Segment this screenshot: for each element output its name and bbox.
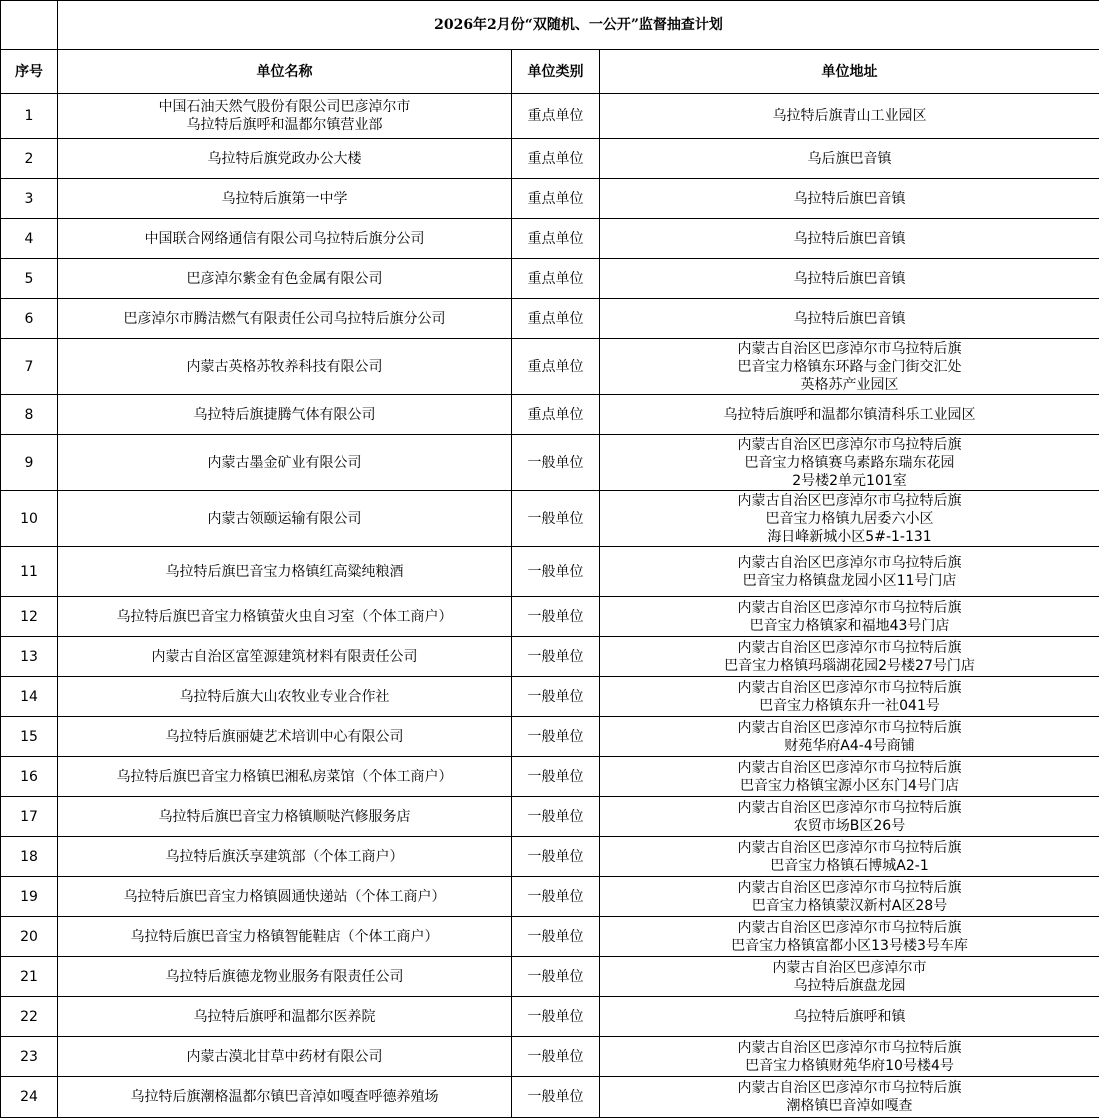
row-unit-name: 乌拉特后旗沃享建筑部（个体工商户） xyxy=(58,837,512,877)
header-unit-address: 单位地址 xyxy=(600,50,1099,94)
row-unit-type: 重点单位 xyxy=(512,259,600,299)
row-index: 7 xyxy=(1,339,58,395)
row-unit-address: 内蒙古自治区巴彦淖尔市乌拉特后旗 潮格镇巴音淖如嘎查 xyxy=(600,1077,1099,1118)
title-row xyxy=(1,1,1099,50)
row-unit-address: 乌拉特后旗呼和镇 xyxy=(600,997,1099,1037)
row-unit-address: 内蒙古自治区巴彦淖尔市乌拉特后旗 巴音宝力格镇东升一社041号 xyxy=(600,677,1099,717)
row-unit-address: 内蒙古自治区巴彦淖尔市乌拉特后旗 巴音宝力格镇九居委六小区 海日峰新城小区5#-1-131 xyxy=(600,491,1099,547)
row-index: 8 xyxy=(1,395,58,435)
table-row xyxy=(1,395,1099,435)
row-unit-address: 乌后旗巴音镇 xyxy=(600,139,1099,179)
table-row xyxy=(1,491,1099,547)
row-index: 18 xyxy=(1,837,58,877)
row-unit-type: 重点单位 xyxy=(512,219,600,259)
row-unit-type: 一般单位 xyxy=(512,597,600,637)
row-unit-type: 一般单位 xyxy=(512,757,600,797)
row-unit-address: 内蒙古自治区巴彦淖尔市乌拉特后旗 巴音宝力格镇东环路与金门街交汇处 英格苏产业园区 xyxy=(600,339,1099,395)
table-row xyxy=(1,597,1099,637)
row-index: 20 xyxy=(1,917,58,957)
row-unit-name: 乌拉特后旗巴音宝力格镇圆通快递站（个体工商户） xyxy=(58,877,512,917)
row-unit-address: 内蒙古自治区巴彦淖尔市乌拉特后旗 巴音宝力格镇玛瑙湖花园2号楼27号门店 xyxy=(600,637,1099,677)
row-unit-name: 巴彦淖尔市腾洁燃气有限责任公司乌拉特后旗分公司 xyxy=(58,299,512,339)
table-row xyxy=(1,757,1099,797)
row-unit-address: 乌拉特后旗巴音镇 xyxy=(600,179,1099,219)
table-row xyxy=(1,957,1099,997)
row-unit-name: 内蒙古自治区富笙源建筑材料有限责任公司 xyxy=(58,637,512,677)
row-unit-type: 一般单位 xyxy=(512,637,600,677)
table-row xyxy=(1,435,1099,491)
row-index: 12 xyxy=(1,597,58,637)
row-unit-name: 乌拉特后旗第一中学 xyxy=(58,179,512,219)
row-unit-type: 重点单位 xyxy=(512,139,600,179)
row-unit-name: 乌拉特后旗党政办公大楼 xyxy=(58,139,512,179)
header-row xyxy=(1,50,1099,94)
table-row xyxy=(1,797,1099,837)
table-row xyxy=(1,717,1099,757)
row-unit-address: 内蒙古自治区巴彦淖尔市乌拉特后旗 巴音宝力格镇富都小区13号楼3号车库 xyxy=(600,917,1099,957)
row-unit-name: 乌拉特后旗巴音宝力格镇智能鞋店（个体工商户） xyxy=(58,917,512,957)
row-unit-address: 内蒙古自治区巴彦淖尔市乌拉特后旗 巴音宝力格镇盘龙园小区11号门店 xyxy=(600,547,1099,597)
row-unit-type: 一般单位 xyxy=(512,917,600,957)
row-unit-name: 内蒙古领颐运输有限公司 xyxy=(58,491,512,547)
row-unit-type: 一般单位 xyxy=(512,1077,600,1118)
row-unit-name: 乌拉特后旗巴音宝力格镇萤火虫自习室（个体工商户） xyxy=(58,597,512,637)
row-unit-name: 内蒙古墨金矿业有限公司 xyxy=(58,435,512,491)
row-unit-name: 中国石油天然气股份有限公司巴彦淖尔市 乌拉特后旗呼和温都尔镇营业部 xyxy=(58,94,512,139)
row-unit-type: 重点单位 xyxy=(512,339,600,395)
row-unit-type: 一般单位 xyxy=(512,491,600,547)
row-index: 23 xyxy=(1,1037,58,1077)
row-unit-name: 乌拉特后旗大山农牧业专业合作社 xyxy=(58,677,512,717)
row-unit-type: 一般单位 xyxy=(512,837,600,877)
table-row xyxy=(1,299,1099,339)
row-unit-name: 乌拉特后旗巴音宝力格镇红高粱纯粮酒 xyxy=(58,547,512,597)
table-row xyxy=(1,997,1099,1037)
row-unit-type: 重点单位 xyxy=(512,299,600,339)
row-unit-name: 乌拉特后旗潮格温都尔镇巴音淖如嘎查呼德养殖场 xyxy=(58,1077,512,1118)
row-unit-type: 一般单位 xyxy=(512,435,600,491)
row-unit-name: 中国联合网络通信有限公司乌拉特后旗分公司 xyxy=(58,219,512,259)
row-index: 10 xyxy=(1,491,58,547)
row-index: 19 xyxy=(1,877,58,917)
row-unit-name: 乌拉特后旗巴音宝力格镇顺哒汽修服务店 xyxy=(58,797,512,837)
row-index: 9 xyxy=(1,435,58,491)
row-unit-address: 内蒙古自治区巴彦淖尔市乌拉特后旗 农贸市场B区26号 xyxy=(600,797,1099,837)
row-unit-type: 一般单位 xyxy=(512,957,600,997)
table-row xyxy=(1,179,1099,219)
table-row xyxy=(1,837,1099,877)
row-unit-address: 内蒙古自治区巴彦淖尔市乌拉特后旗 巴音宝力格镇家和福地43号门店 xyxy=(600,597,1099,637)
row-unit-address: 内蒙古自治区巴彦淖尔市乌拉特后旗 巴音宝力格镇宝源小区东门4号门店 xyxy=(600,757,1099,797)
row-unit-address: 内蒙古自治区巴彦淖尔市乌拉特后旗 巴音宝力格镇赛乌素路东瑞东花园 2号楼2单元101室 xyxy=(600,435,1099,491)
table-row xyxy=(1,339,1099,395)
row-unit-type: 一般单位 xyxy=(512,717,600,757)
row-unit-type: 重点单位 xyxy=(512,395,600,435)
table-row xyxy=(1,677,1099,717)
table-row xyxy=(1,877,1099,917)
row-index: 4 xyxy=(1,219,58,259)
row-index: 6 xyxy=(1,299,58,339)
title-corner-cell xyxy=(1,1,58,50)
row-unit-name: 内蒙古漠北甘草中药材有限公司 xyxy=(58,1037,512,1077)
row-unit-name: 乌拉特后旗呼和温都尔医养院 xyxy=(58,997,512,1037)
row-unit-type: 重点单位 xyxy=(512,179,600,219)
row-unit-address: 乌拉特后旗青山工业园区 xyxy=(600,94,1099,139)
table-row xyxy=(1,219,1099,259)
row-unit-name: 乌拉特后旗丽婕艺术培训中心有限公司 xyxy=(58,717,512,757)
row-unit-name: 乌拉特后旗巴音宝力格镇巴湘私房菜馆（个体工商户） xyxy=(58,757,512,797)
row-unit-type: 重点单位 xyxy=(512,94,600,139)
row-unit-name: 内蒙古英格苏牧养科技有限公司 xyxy=(58,339,512,395)
row-unit-address: 乌拉特后旗巴音镇 xyxy=(600,259,1099,299)
row-index: 3 xyxy=(1,179,58,219)
row-index: 21 xyxy=(1,957,58,997)
table-row xyxy=(1,94,1099,139)
table-row xyxy=(1,1037,1099,1077)
row-unit-address: 乌拉特后旗巴音镇 xyxy=(600,299,1099,339)
row-index: 16 xyxy=(1,757,58,797)
row-index: 22 xyxy=(1,997,58,1037)
row-index: 11 xyxy=(1,547,58,597)
row-index: 5 xyxy=(1,259,58,299)
row-unit-type: 一般单位 xyxy=(512,997,600,1037)
table-row xyxy=(1,637,1099,677)
row-unit-address: 内蒙古自治区巴彦淖尔市乌拉特后旗 巴音宝力格镇蒙汉新村A区28号 xyxy=(600,877,1099,917)
row-unit-address: 内蒙古自治区巴彦淖尔市乌拉特后旗 巴音宝力格镇石博城A2-1 xyxy=(600,837,1099,877)
row-unit-address: 内蒙古自治区巴彦淖尔市 乌拉特后旗盘龙园 xyxy=(600,957,1099,997)
row-unit-type: 一般单位 xyxy=(512,797,600,837)
row-unit-name: 乌拉特后旗德龙物业服务有限责任公司 xyxy=(58,957,512,997)
row-index: 14 xyxy=(1,677,58,717)
row-index: 1 xyxy=(1,94,58,139)
row-unit-address: 乌拉特后旗巴音镇 xyxy=(600,219,1099,259)
row-unit-address: 乌拉特后旗呼和温都尔镇清科乐工业园区 xyxy=(600,395,1099,435)
table-row xyxy=(1,259,1099,299)
row-index: 17 xyxy=(1,797,58,837)
row-unit-name: 巴彦淖尔紫金有色金属有限公司 xyxy=(58,259,512,299)
table-row xyxy=(1,1077,1099,1118)
row-unit-type: 一般单位 xyxy=(512,677,600,717)
row-unit-type: 一般单位 xyxy=(512,877,600,917)
table-row xyxy=(1,547,1099,597)
table-row xyxy=(1,917,1099,957)
row-unit-address: 内蒙古自治区巴彦淖尔市乌拉特后旗 财苑华府A4-4号商铺 xyxy=(600,717,1099,757)
row-index: 2 xyxy=(1,139,58,179)
row-index: 13 xyxy=(1,637,58,677)
row-unit-type: 一般单位 xyxy=(512,1037,600,1077)
header-unit-type: 单位类别 xyxy=(512,50,600,94)
row-unit-type: 一般单位 xyxy=(512,547,600,597)
header-index: 序号 xyxy=(1,50,58,94)
header-unit-name: 单位名称 xyxy=(58,50,512,94)
row-unit-name: 乌拉特后旗捷腾气体有限公司 xyxy=(58,395,512,435)
row-index: 24 xyxy=(1,1077,58,1118)
table-row xyxy=(1,139,1099,179)
row-index: 15 xyxy=(1,717,58,757)
table-title: 2026年2月份“双随机、一公开”监督抽查计划 xyxy=(58,1,1099,50)
row-unit-address: 内蒙古自治区巴彦淖尔市乌拉特后旗 巴音宝力格镇财苑华府10号楼4号 xyxy=(600,1037,1099,1077)
